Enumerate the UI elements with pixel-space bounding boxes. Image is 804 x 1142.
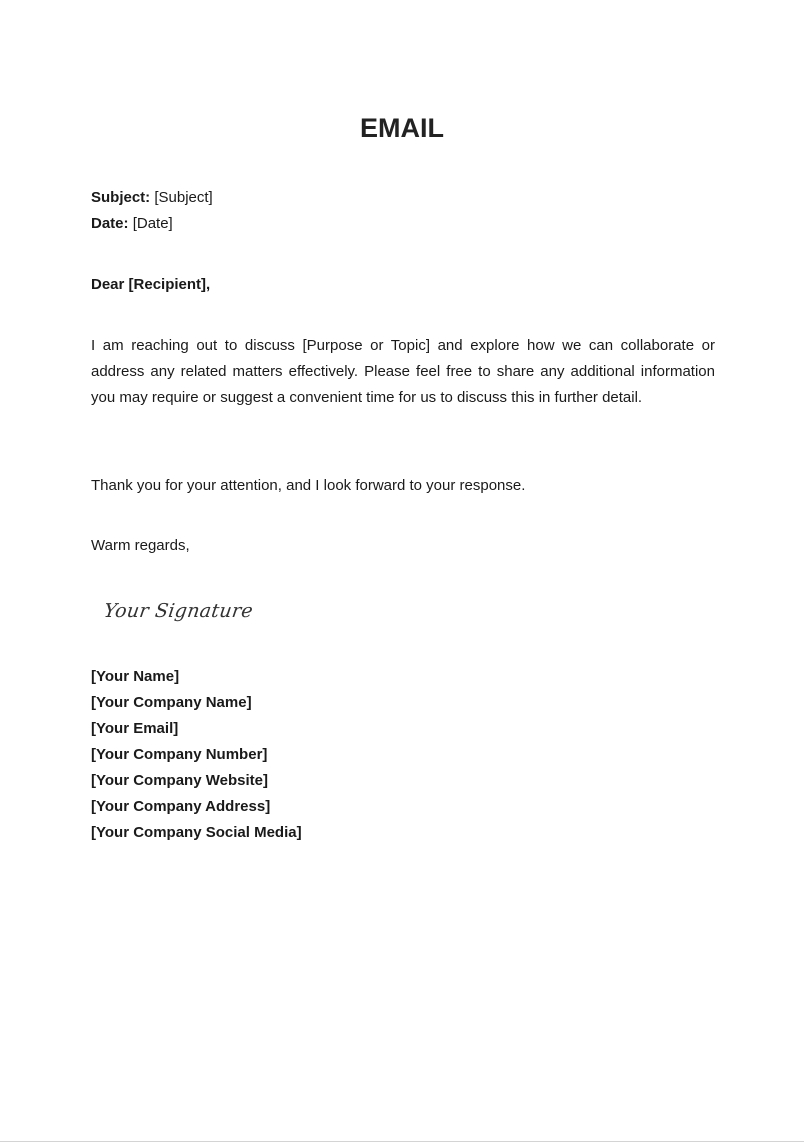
subject-line bbox=[91, 185, 715, 211]
subject-value: [Subject] bbox=[154, 189, 213, 206]
closing: Warm regards, bbox=[91, 537, 190, 554]
sender-company-social-media: [Your Company Social Media] bbox=[91, 824, 302, 841]
sender-company-website: [Your Company Website] bbox=[91, 772, 268, 789]
sender-company-name: [Your Company Name] bbox=[91, 694, 252, 711]
sender-name: [Your Name] bbox=[91, 668, 180, 685]
sender-company-address: [Your Company Address] bbox=[91, 798, 271, 815]
sender-details bbox=[91, 664, 715, 846]
body-paragraph: I am reaching out to discuss [Purpose or Topic] and explore how we can collaborate or address any related matters effectively. Please feel free to share any additional information you may require or suggest a convenient time for us to discuss this in further detail. bbox=[91, 337, 715, 406]
date-line bbox=[91, 211, 715, 237]
sender-email: [Your Email] bbox=[91, 720, 179, 737]
signature-image: Your Signature bbox=[102, 600, 255, 622]
date-value: [Date] bbox=[132, 215, 173, 232]
greeting: Dear [Recipient], bbox=[91, 276, 211, 293]
date-label: Date: bbox=[91, 215, 129, 232]
sender-company-number: [Your Company Number] bbox=[91, 746, 268, 763]
thanks-paragraph: Thank you for your attention, and I look forward to your response. bbox=[91, 477, 526, 494]
subject-label: Subject: bbox=[91, 189, 151, 206]
page-title: EMAIL bbox=[360, 113, 444, 143]
